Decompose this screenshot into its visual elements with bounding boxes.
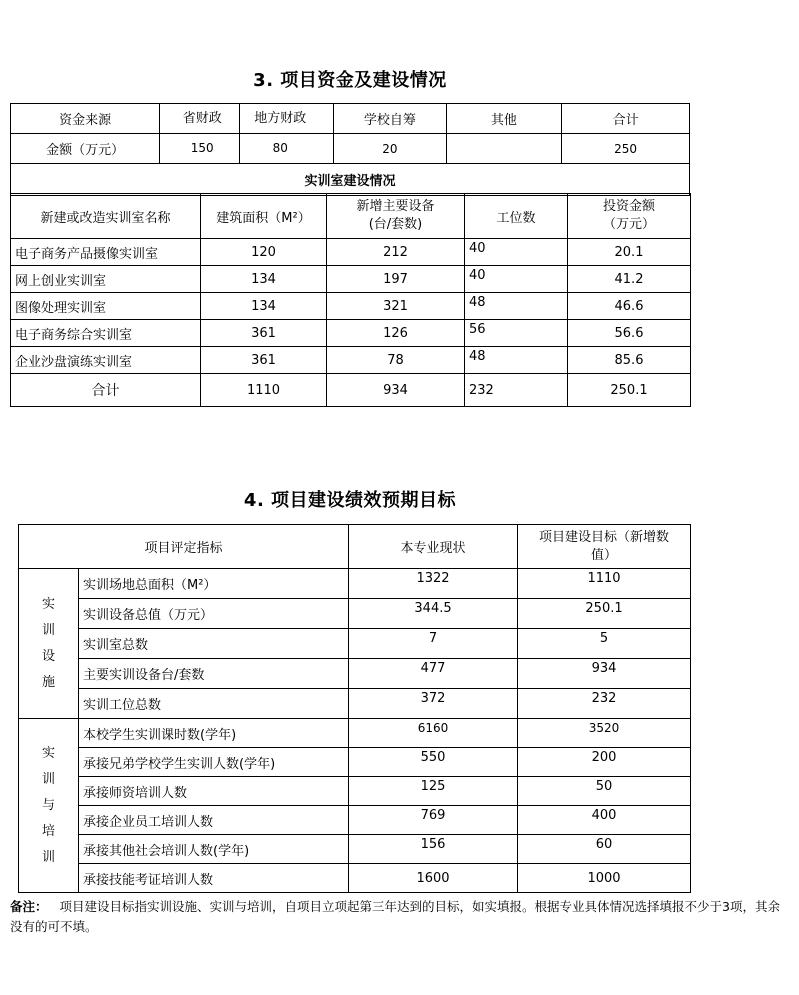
lab-stations: 56	[465, 320, 568, 347]
table-row	[19, 569, 691, 599]
indicator-current: 344.5	[349, 599, 518, 629]
lab-equipment: 197	[327, 266, 465, 293]
table-row	[19, 864, 691, 893]
lab-area: 134	[201, 266, 327, 293]
lab-area: 361	[201, 320, 327, 347]
funding-header-row	[11, 104, 690, 134]
lab-invest: 56.6	[568, 320, 691, 347]
lab-name: 网上创业实训室	[11, 266, 201, 293]
table-row	[11, 347, 691, 374]
provincial-value	[160, 134, 334, 164]
provincial-label-text: 省财政	[182, 111, 222, 126]
lab-invest: 85.6	[568, 347, 691, 374]
total-stations: 232	[465, 374, 568, 407]
indicator-target: 1000	[518, 864, 691, 893]
lab-stations: 40	[465, 239, 568, 266]
indicator-target: 50	[518, 777, 691, 806]
section3-title: 3. 项目资金及建设情况	[253, 70, 447, 91]
table-row	[19, 599, 691, 629]
indicator-name: 实训场地总面积（M²）	[79, 569, 349, 599]
funding-source-label: 资金来源	[11, 104, 160, 134]
indicator-target: 400	[518, 806, 691, 835]
indicator-current: 156	[349, 835, 518, 864]
group-label-char: 与	[41, 797, 55, 813]
table-row	[19, 629, 691, 659]
indicator-target: 232	[518, 689, 691, 719]
total-value: 250	[562, 134, 690, 164]
indicator-name: 本校学生实训课时数(学年)	[79, 719, 349, 748]
lab-equipment: 212	[327, 239, 465, 266]
indicator-name: 承接师资培训人数	[79, 777, 349, 806]
indicator-target: 3520	[518, 719, 691, 748]
footnote-text: 项目建设目标指实训设施、实训与培训，自项目立项起第三年达到的目标，如实填报。根据专业具体情况选择填报不少于3项，其余没有的可不填。	[10, 899, 780, 934]
col-equipment-line2: (台/套数)	[368, 217, 423, 232]
footnote-label: 备注：	[10, 899, 48, 914]
col-invest-line1: 投资金额	[602, 199, 655, 214]
table-row	[19, 719, 691, 748]
col-invest-line2: （万元）	[602, 217, 655, 232]
group-label-char: 设	[41, 648, 55, 664]
col-name: 新建或改造实训室名称	[11, 194, 201, 239]
other-value	[446, 134, 562, 164]
indicator-name: 主要实训设备台/套数	[79, 659, 349, 689]
indicator-current: 550	[349, 748, 518, 777]
indicator-name: 实训室总数	[79, 629, 349, 659]
subheader-row	[11, 164, 690, 196]
col-equipment-line1: 新增主要设备	[356, 199, 435, 214]
table-row	[19, 806, 691, 835]
col-area: 建筑面积（M²）	[201, 194, 327, 239]
perf-header-row	[19, 525, 691, 569]
lab-invest: 41.2	[568, 266, 691, 293]
indicator-target: 5	[518, 629, 691, 659]
col-equipment	[327, 194, 465, 239]
total-invest: 250.1	[568, 374, 691, 407]
lab-equipment: 321	[327, 293, 465, 320]
subheader: 实训室建设情况	[11, 164, 690, 196]
table-row	[19, 777, 691, 806]
lab-invest: 46.6	[568, 293, 691, 320]
col-invest	[568, 194, 691, 239]
funding-value-row	[11, 134, 690, 164]
indicator-name: 实训设备总值（万元）	[79, 599, 349, 629]
lab-invest: 20.1	[568, 239, 691, 266]
indicator-target: 250.1	[518, 599, 691, 629]
lab-equipment: 78	[327, 347, 465, 374]
table-row	[11, 293, 691, 320]
lab-name: 企业沙盘演练实训室	[11, 347, 201, 374]
indicator-target: 1110	[518, 569, 691, 599]
indicator-current: 6160	[349, 719, 518, 748]
indicator-name: 承接企业员工培训人数	[79, 806, 349, 835]
table-row	[19, 835, 691, 864]
school-label: 学校自筹	[334, 104, 446, 134]
total-row	[11, 374, 691, 407]
group-training-label	[19, 719, 79, 893]
lab-name: 电子商务产品摄像实训室	[11, 239, 201, 266]
lab-name: 电子商务综合实训室	[11, 320, 201, 347]
lab-area: 120	[201, 239, 327, 266]
indicator-current: 1600	[349, 864, 518, 893]
group-label-char: 训	[41, 771, 55, 787]
indicator-current: 7	[349, 629, 518, 659]
indicator-name: 承接其他社会培训人数(学年)	[79, 835, 349, 864]
group-label-char: 实	[41, 745, 55, 761]
lab-area: 361	[201, 347, 327, 374]
total-area: 1110	[201, 374, 327, 407]
table-row	[19, 689, 691, 719]
table-row	[11, 320, 691, 347]
group-label-char: 培	[41, 823, 55, 839]
total-name: 合计	[11, 374, 201, 407]
lab-table	[10, 193, 691, 407]
col-current: 本专业现状	[349, 525, 518, 569]
table-row	[19, 659, 691, 689]
table-row	[11, 266, 691, 293]
lab-stations: 40	[465, 266, 568, 293]
total-label: 合计	[562, 104, 690, 134]
lab-equipment: 126	[327, 320, 465, 347]
total-equipment: 934	[327, 374, 465, 407]
table-row	[19, 748, 691, 777]
lab-header-row	[11, 194, 691, 239]
amount-label: 金额（万元）	[11, 134, 160, 164]
school-value: 20	[334, 134, 446, 164]
indicator-current: 769	[349, 806, 518, 835]
col-target: 项目建设目标（新增数值）	[518, 525, 691, 569]
local-value-text: 80	[272, 141, 288, 155]
indicator-current: 125	[349, 777, 518, 806]
group-label-char: 实	[41, 596, 55, 612]
performance-table	[18, 524, 691, 893]
indicator-target: 200	[518, 748, 691, 777]
section4-title: 4. 项目建设绩效预期目标	[243, 490, 457, 511]
other-label: 其他	[446, 104, 562, 134]
indicator-current: 477	[349, 659, 518, 689]
lab-area: 134	[201, 293, 327, 320]
lab-name: 图像处理实训室	[11, 293, 201, 320]
indicator-target: 60	[518, 835, 691, 864]
col-stations: 工位数	[465, 194, 568, 239]
indicator-name: 承接兄弟学校学生实训人数(学年)	[79, 748, 349, 777]
lab-stations: 48	[465, 293, 568, 320]
local-label-text: 地方财政	[254, 111, 307, 126]
indicator-current: 1322	[349, 569, 518, 599]
indicator-name: 实训工位总数	[79, 689, 349, 719]
indicator-target: 934	[518, 659, 691, 689]
provincial-value-text: 150	[190, 141, 214, 155]
table-row	[11, 239, 691, 266]
group-label-char: 训	[41, 849, 55, 865]
footnote	[10, 897, 790, 937]
col-indicator: 项目评定指标	[19, 525, 349, 569]
indicator-current: 372	[349, 689, 518, 719]
lab-stations: 48	[465, 347, 568, 374]
funding-table	[10, 103, 690, 196]
group-label-char: 施	[41, 674, 55, 690]
group-label-char: 训	[41, 622, 55, 638]
provincial-label	[160, 104, 334, 134]
group-facilities-label	[19, 569, 79, 719]
indicator-name: 承接技能考证培训人数	[79, 864, 349, 893]
